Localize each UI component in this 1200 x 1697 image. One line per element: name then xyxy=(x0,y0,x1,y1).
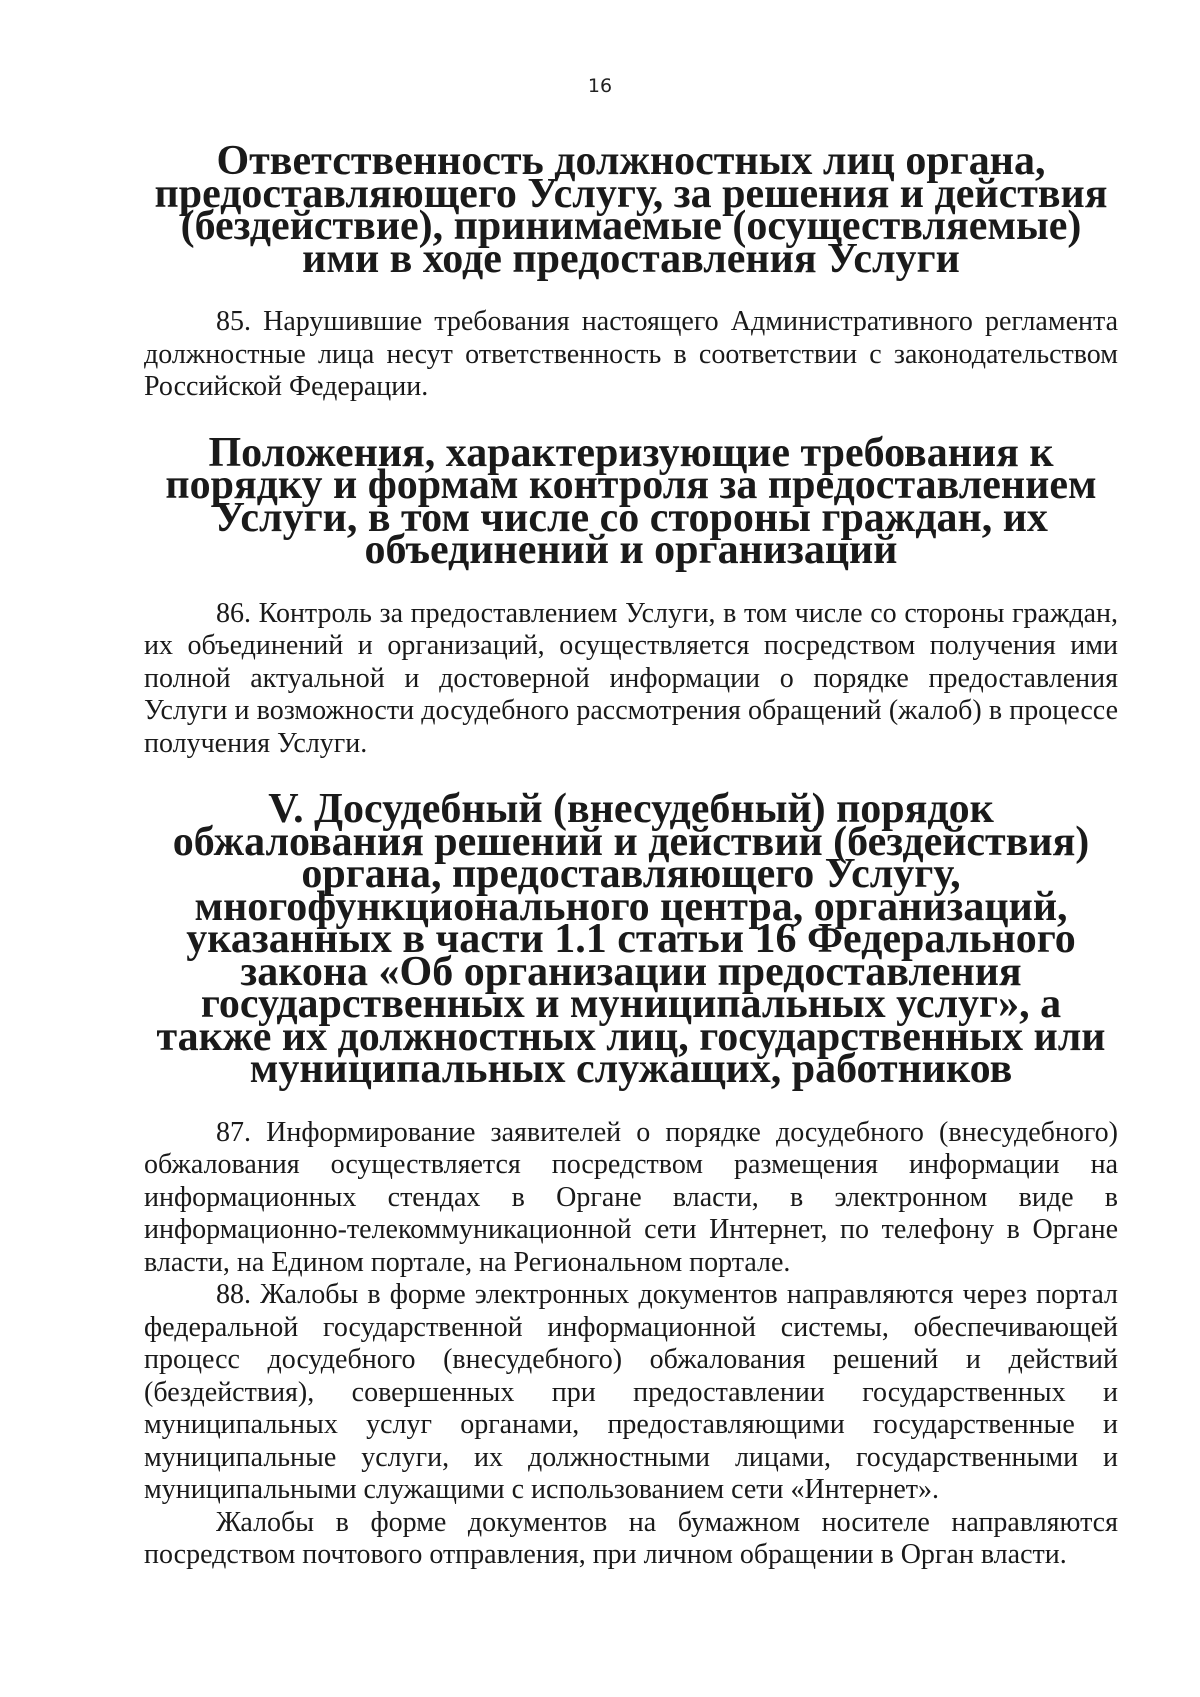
paragraph-85: 85. Нарушившие требования настоящего Административного регламента должностные лица несут ответственность в соответствии с законодательством Российской Федерации. xyxy=(144,306,1118,402)
paragraph-86: 86. Контроль за предоставлением Услуги, в том числе со стороны граждан, их объединений и организаций, осуществляется посредством получения ими полной актуальной и достоверной информации о порядке предоставления Услуги и возможности досудебного рассмотрения обращений (жалоб) в процессе получения Услуги. xyxy=(144,597,1118,759)
section-heading: V. Досудебный (внесудебный) порядок обжалования решений и действий (бездействия) органа, предоставляющего Услугу, многофункционального центра, организаций, указанных в части 1.1 статьи 16 Федерального закона «Об организации предоставления государственных и муниципальных услуг», а также их должностных лиц, государственных или муниципальных служащих, работников xyxy=(156,786,1106,1092)
paragraph-88-paper-complaints: Жалобы в форме документов на бумажном носителе направляются посредством почтового отправления, при личном обращении в Орган власти. xyxy=(144,1506,1118,1570)
document-body xyxy=(144,138,1118,1572)
section-official-liability xyxy=(144,138,1118,404)
paragraph-87: 87. Информирование заявителей о порядке досудебного (внесудебного) обжалования осуществляется посредством размещения информации на информационных стендах в Органе власти, в электронном виде в информационно-телекоммуникационной сети Интернет, по телефону в Органе власти, на Едином портале, на Региональном портале. xyxy=(144,1116,1118,1278)
page-number: 16 xyxy=(587,75,613,97)
paragraph-88: 88. Жалобы в форме электронных документов направляются через портал федеральной государственной информационной системы, обеспечивающей процесс досудебного (внесудебного) обжалования решений и действий (бездействия), совершенных при предоставлении государственных и муниципальных услуг органами, предоставляющими государственные и муниципальные услуги, их должностными лицами, государственными и муниципальными служащими с использованием сети «Интернет». xyxy=(144,1279,1118,1505)
section-control-requirements xyxy=(144,429,1118,761)
section-heading: Положения, характеризующие требования к порядку и формам контроля за предоставлением Услуги, в том числе со стороны граждан, их объединений и организаций xyxy=(165,429,1097,573)
section-pretrial-appeal xyxy=(144,786,1118,1572)
section-heading: Ответственность должностных лиц органа, предоставляющего Услугу, за решения и действия (бездействие), принимаемые (осуществляемые) ими в ходе предоставления Услуги xyxy=(154,138,1108,282)
